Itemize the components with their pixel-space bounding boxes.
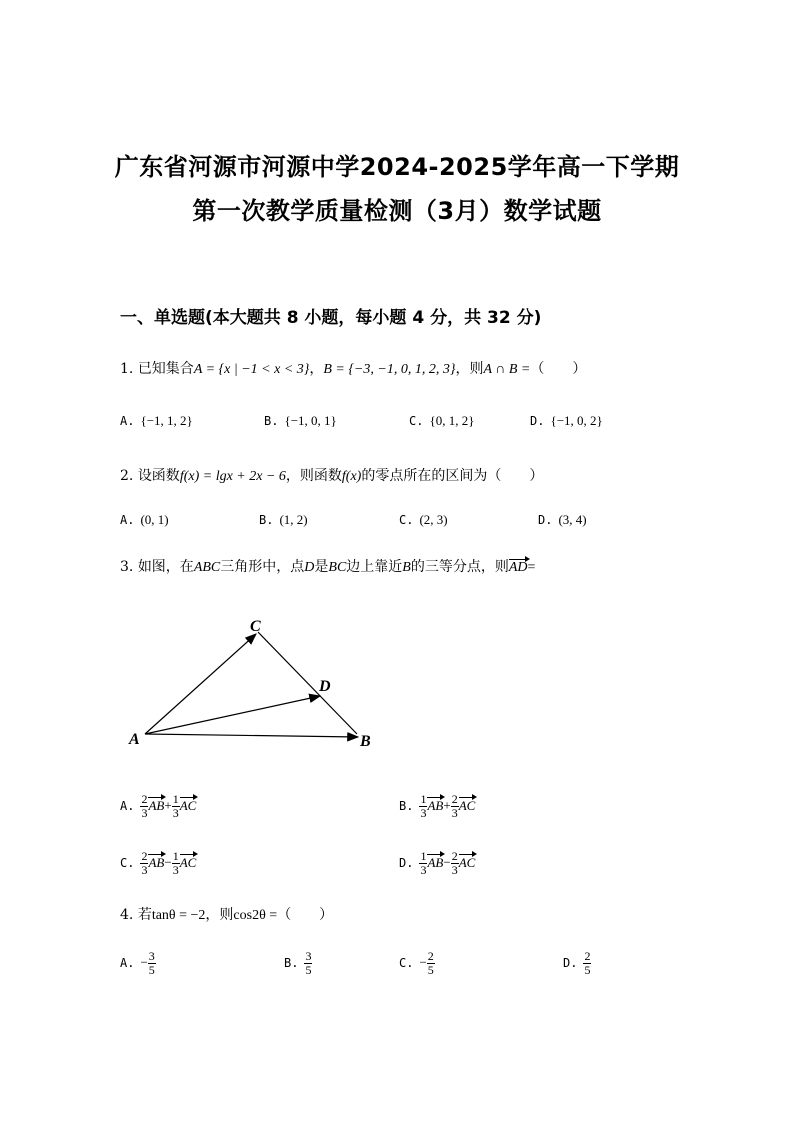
title-line-1: 广东省河源市河源中学2024-2025学年高一下学期 bbox=[114, 153, 680, 181]
fraction: $\frac{2}{3}$ bbox=[451, 792, 458, 820]
operator: + bbox=[164, 797, 172, 813]
question-text: 的三等分点，则 bbox=[410, 559, 509, 575]
fraction: $\frac{2}{3}$ bbox=[141, 849, 148, 877]
math-set-b: B = {−3, −1, 0, 1, 2, 3} bbox=[323, 362, 456, 377]
option-text: {−1, 0, 2} bbox=[550, 413, 603, 428]
vector: AC bbox=[179, 797, 197, 813]
option-text: (0, 1) bbox=[140, 512, 169, 527]
option-label: A. bbox=[120, 414, 135, 428]
option-text: (3, 4) bbox=[558, 512, 587, 527]
question-text: 边上靠近 bbox=[346, 559, 403, 575]
option-label: A. bbox=[120, 513, 135, 527]
math-expr: A ∩ B = bbox=[483, 362, 531, 377]
question-number: 2. bbox=[120, 468, 134, 484]
fraction: $\frac{2}{3}$ bbox=[451, 849, 458, 877]
fraction: $\frac{2}{5}$ bbox=[427, 949, 434, 977]
math-fx: f(x) bbox=[341, 469, 362, 484]
option-text: {−1, 1, 2} bbox=[140, 413, 193, 428]
fraction: $\frac{2}{5}$ bbox=[584, 949, 591, 977]
punct: ， bbox=[309, 361, 324, 377]
q3-option-a bbox=[120, 793, 196, 819]
vector: AB bbox=[148, 854, 165, 870]
side-cb-line bbox=[258, 632, 357, 734]
math-eq: = bbox=[527, 560, 536, 575]
vector: AC bbox=[458, 797, 476, 813]
q4-option-b bbox=[284, 950, 312, 976]
math-set-a: A = {x | −1 < x < 3} bbox=[193, 362, 310, 377]
option-label: C. bbox=[399, 513, 414, 527]
math-bc: BC bbox=[328, 560, 347, 575]
q3-option-b bbox=[399, 793, 475, 819]
option-label: A. bbox=[120, 798, 135, 813]
title-line-2: 第一次教学质量检测（3月）数学试题 bbox=[192, 197, 602, 225]
question-text: 如图，在 bbox=[137, 559, 194, 575]
option-label: D. bbox=[399, 855, 414, 870]
fraction: $\frac{2}{3}$ bbox=[141, 792, 148, 820]
option-label: C. bbox=[409, 414, 424, 428]
vector: AB bbox=[427, 854, 444, 870]
question-text: 若 bbox=[137, 907, 152, 923]
question-text: 的零点所在的区间为（ ） bbox=[361, 468, 544, 484]
vector: AB bbox=[148, 797, 165, 813]
vector-ac-line bbox=[145, 634, 256, 734]
option-text: (1, 2) bbox=[279, 512, 308, 527]
vector: AB bbox=[427, 797, 444, 813]
q3-option-d bbox=[399, 850, 475, 876]
fraction: $\frac{1}{3}$ bbox=[420, 792, 427, 820]
math-abc: ABC bbox=[193, 560, 221, 575]
sign: − bbox=[419, 954, 427, 970]
fraction: $\frac{1}{3}$ bbox=[420, 849, 427, 877]
option-label: B. bbox=[284, 955, 299, 970]
operator: − bbox=[443, 854, 451, 870]
option-label: D. bbox=[563, 955, 578, 970]
q4-option-d bbox=[563, 950, 591, 976]
option-label: D. bbox=[538, 513, 553, 527]
vertex-label-b: B bbox=[360, 733, 371, 750]
option-label: A. bbox=[120, 955, 135, 970]
fraction: $\frac{3}{5}$ bbox=[305, 949, 312, 977]
q3-option-c bbox=[120, 850, 196, 876]
option-label: C. bbox=[120, 855, 135, 870]
vertex-label-d: D bbox=[319, 678, 331, 695]
option-text: {−1, 0, 1} bbox=[284, 413, 337, 428]
option-text: {0, 1, 2} bbox=[429, 413, 475, 428]
math-condition: tanθ = −2 bbox=[151, 908, 206, 923]
operator: + bbox=[443, 797, 451, 813]
question-text: 设函数 bbox=[137, 468, 180, 484]
option-text: (2, 3) bbox=[419, 512, 448, 527]
q4-option-c bbox=[399, 950, 435, 976]
q4-option-a bbox=[120, 950, 156, 976]
vector: AC bbox=[458, 854, 476, 870]
vertex-label-c: C bbox=[250, 618, 261, 635]
question-text: ，则 bbox=[455, 361, 484, 377]
question-text: 是 bbox=[314, 559, 329, 575]
vector: AC bbox=[179, 854, 197, 870]
question-number: 3. bbox=[120, 559, 134, 575]
answer-paren: （ ） bbox=[530, 361, 587, 377]
math-b: B bbox=[402, 560, 411, 575]
vector-ab-line bbox=[145, 734, 358, 737]
math-expr: cos2θ = bbox=[233, 908, 278, 923]
question-4 bbox=[120, 904, 333, 924]
vertex-label-a: A bbox=[129, 731, 140, 748]
section-heading: 一、单选题(本大题共 8 小题，每小题 4 分，共 32 分) bbox=[120, 308, 542, 328]
option-label: C. bbox=[399, 955, 414, 970]
question-text: 三角形中，点 bbox=[220, 559, 305, 575]
option-label: B. bbox=[399, 798, 414, 813]
question-text: 已知集合 bbox=[137, 361, 194, 377]
option-label: B. bbox=[264, 414, 279, 428]
math-d: D bbox=[304, 560, 315, 575]
sign: − bbox=[140, 954, 148, 970]
operator: − bbox=[164, 854, 172, 870]
option-label: D. bbox=[530, 414, 545, 428]
question-text: ，则函数 bbox=[285, 468, 342, 484]
option-label: B. bbox=[259, 513, 274, 527]
fraction: $\frac{1}{3}$ bbox=[172, 849, 179, 877]
question-number: 1. bbox=[120, 361, 134, 377]
question-text: ，则 bbox=[205, 907, 234, 923]
fraction: $\frac{1}{3}$ bbox=[172, 792, 179, 820]
answer-paren: （ ） bbox=[277, 907, 334, 923]
question-number: 4. bbox=[120, 907, 134, 923]
math-function: f(x) = lgx + 2x − 6 bbox=[179, 469, 286, 484]
fraction: $\frac{3}{5}$ bbox=[148, 949, 155, 977]
vector-ad: AD bbox=[508, 560, 528, 575]
vector-ad-line bbox=[145, 696, 320, 734]
